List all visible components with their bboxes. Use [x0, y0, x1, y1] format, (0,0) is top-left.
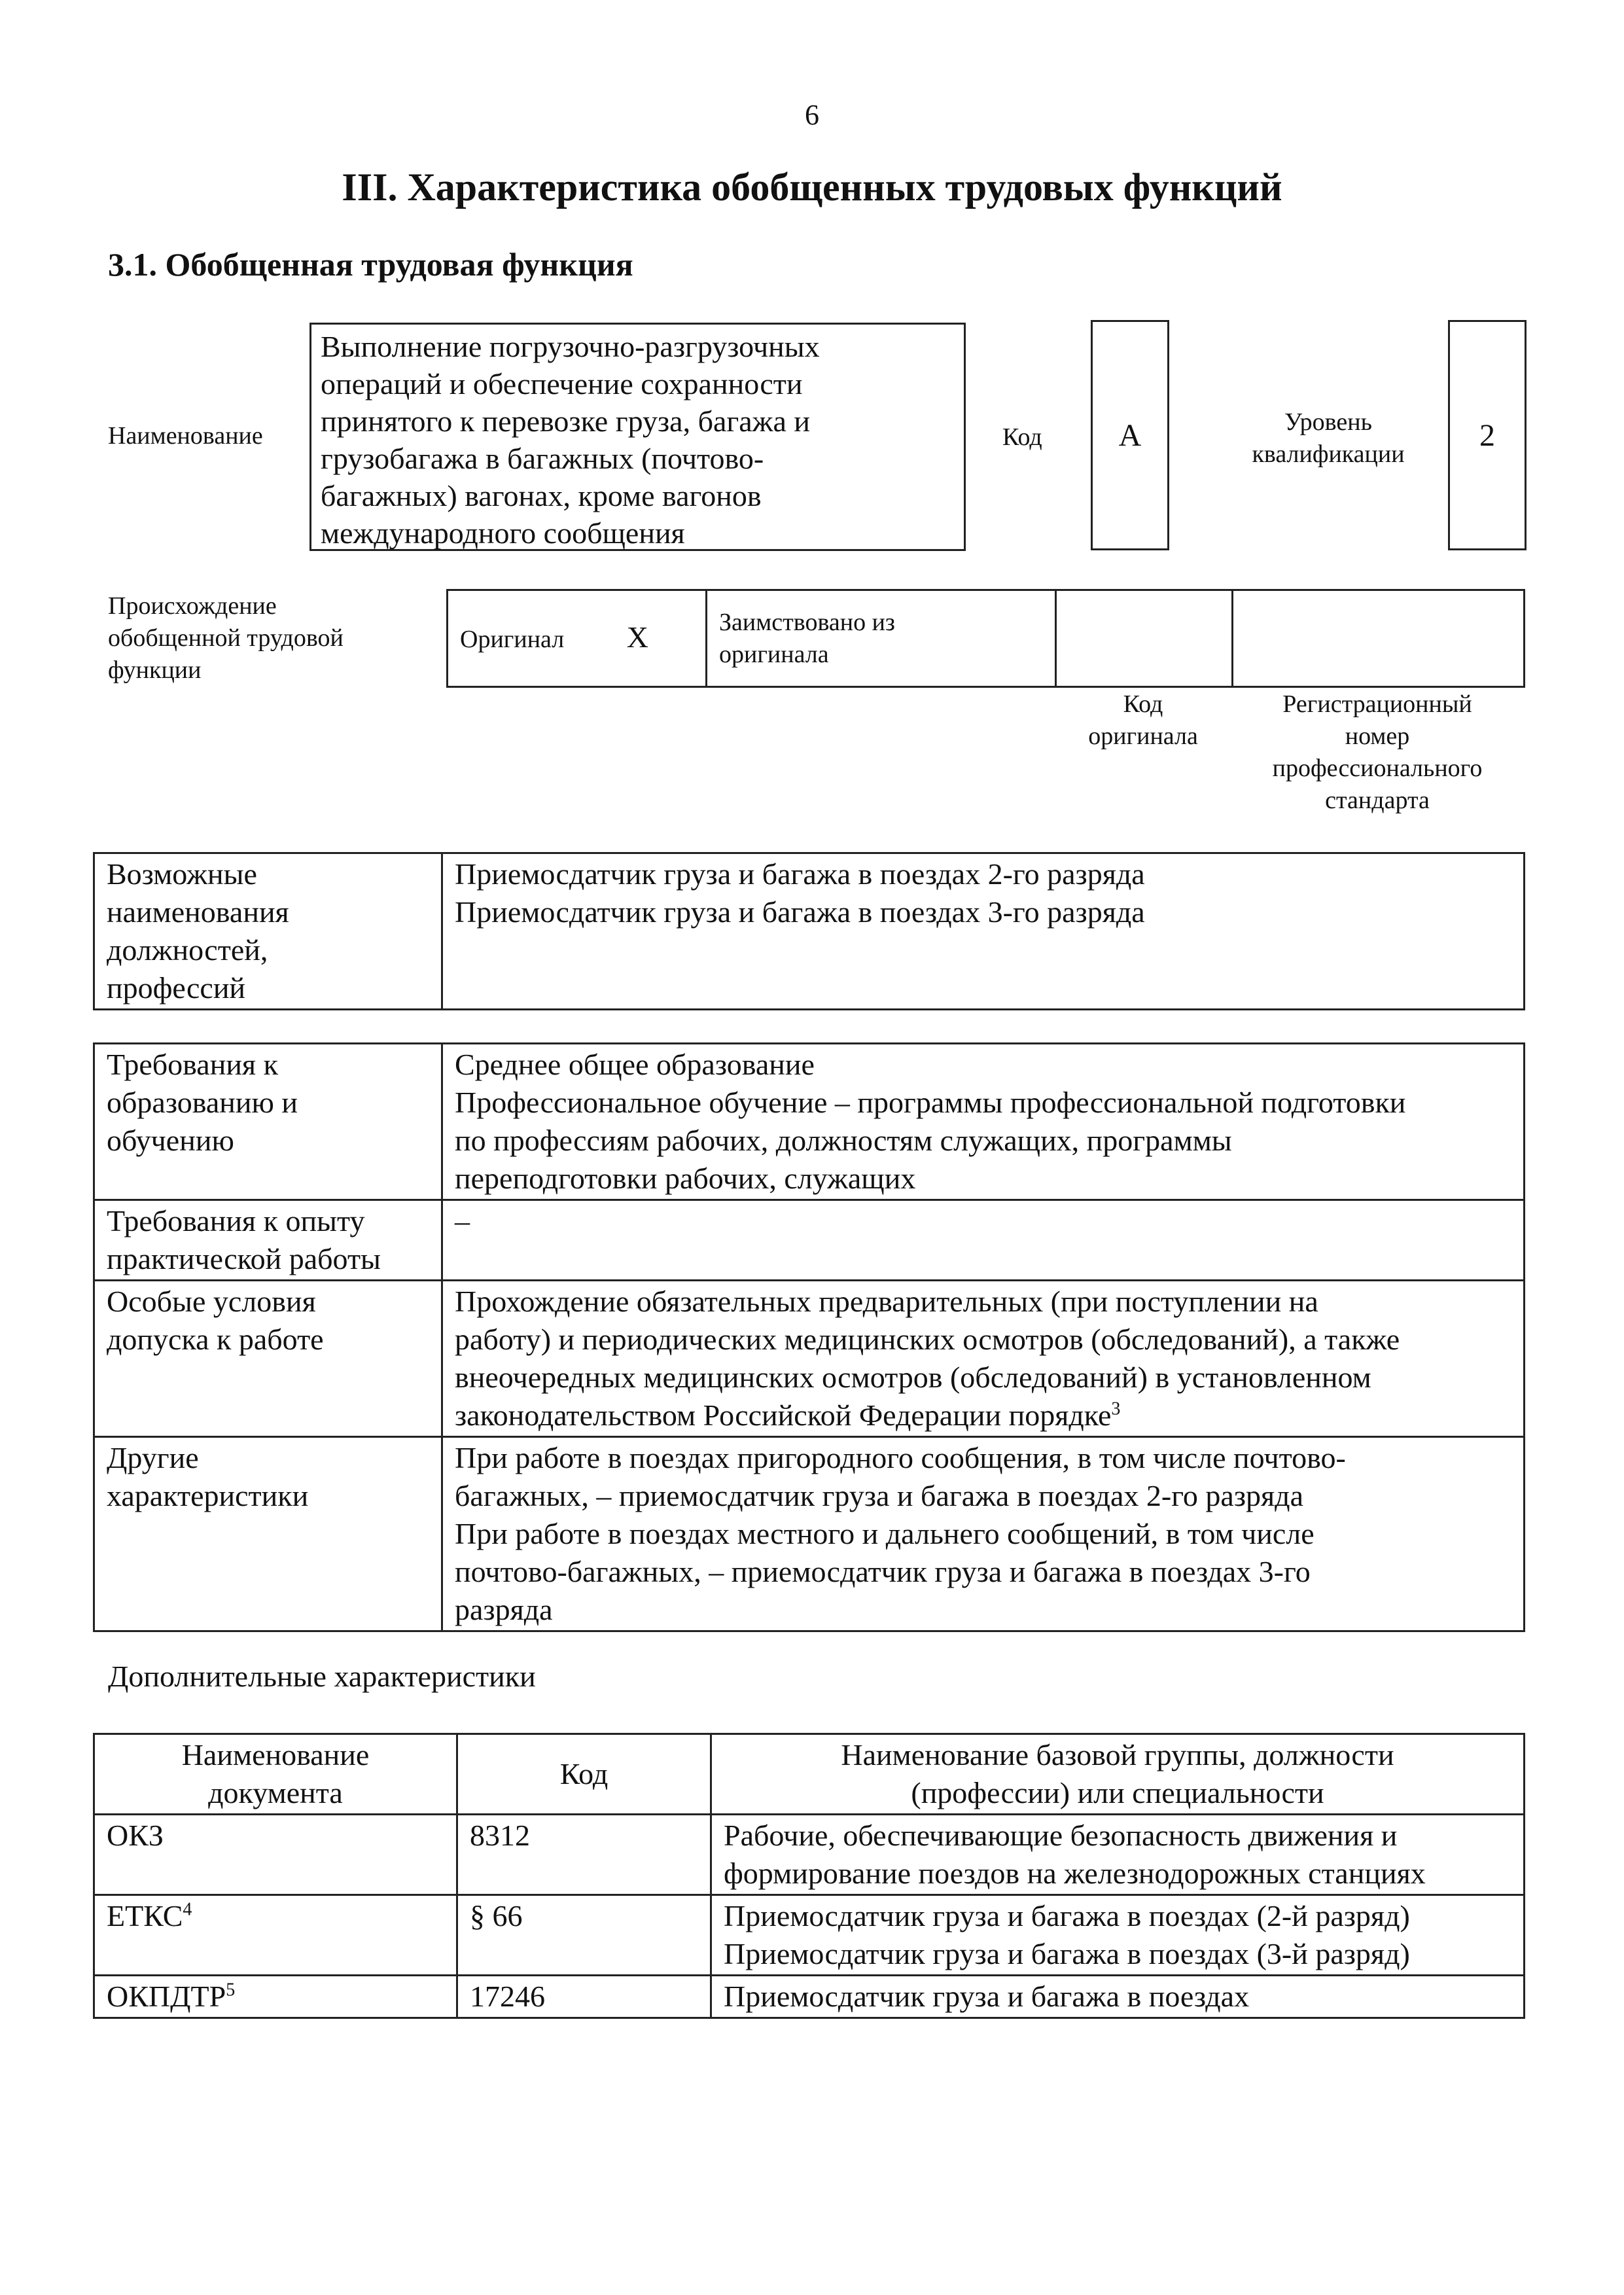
table-row: [94, 853, 1525, 1010]
registration-number-caption: [1231, 688, 1523, 817]
row-label-line: Требования к опыту: [107, 1204, 365, 1237]
origin-table: [446, 589, 1525, 688]
header-document: [94, 1734, 457, 1815]
table-row: [94, 1895, 1525, 1976]
original-mark: X: [626, 620, 648, 654]
row-value-line: переподготовки рабочих, служащих: [455, 1162, 916, 1195]
row-value-line: почтово-багажных, – приемосдатчик груза и багажа в поездах 3-го: [455, 1555, 1311, 1588]
qualification-level-value: 2: [1479, 418, 1495, 453]
other-characteristics-label-cell: [94, 1437, 442, 1631]
original-code-caption-line: Код: [1123, 690, 1163, 718]
row-value-line: Профессиональное обучение – программы профессиональной подготовки: [455, 1086, 1406, 1119]
positions-value-cell: [442, 853, 1525, 1010]
function-name-line: международного сообщения: [321, 516, 685, 550]
borrowed-cell: [707, 590, 1056, 687]
name-label: Наименование: [108, 422, 263, 450]
document-cell: [94, 1976, 457, 2018]
code-cell: 8312: [457, 1815, 711, 1895]
original-code-caption-line: оригинала: [1088, 722, 1198, 750]
group-line: Рабочие, обеспечивающие безопасность движения и: [724, 1819, 1398, 1852]
function-name-line: принятого к перевозке груза, багажа и: [321, 404, 810, 438]
row-value-line: внеочередных медицинских осмотров (обследований) в установленном: [455, 1361, 1371, 1394]
row-value-line: [455, 1397, 1511, 1434]
row-label-line: допуска к работе: [107, 1323, 324, 1356]
special-conditions-label-cell: [94, 1281, 442, 1437]
row-value-line: Прохождение обязательных предварительных (при поступлении на: [455, 1285, 1318, 1318]
footnote-mark: 3: [1111, 1398, 1121, 1419]
positions-label-line: наименования: [107, 895, 289, 929]
row-label-line: практической работы: [107, 1242, 381, 1275]
table-row: [94, 1200, 1525, 1281]
origin-label-line: обобщенной трудовой: [108, 624, 344, 652]
experience-value-cell: [442, 1200, 1525, 1281]
page-number: 6: [805, 99, 819, 131]
row-value-line: При работе в поездах пригородного сообщения, в том числе почтово-: [455, 1441, 1346, 1474]
position-line: Приемосдатчик груза и багажа в поездах 3-го разряда: [455, 895, 1145, 929]
registration-number-caption-line: стандарта: [1325, 787, 1430, 814]
code-cell: 17246: [457, 1976, 711, 2018]
additional-title: Дополнительные характеристики: [108, 1660, 536, 1693]
group-line: Приемосдатчик груза и багажа в поездах (3-й разряд): [724, 1937, 1410, 1970]
row-value-line: При работе в поездах местного и дальнего сообщений, в том числе: [455, 1517, 1315, 1550]
header-group: [711, 1734, 1525, 1815]
document-name: ОКПДТР: [107, 1980, 226, 2013]
registration-number-caption-line: профессионального: [1272, 755, 1483, 782]
borrowed-label-line: оригинала: [719, 640, 829, 668]
other-characteristics-value-cell: [442, 1437, 1525, 1631]
origin-label-line: функции: [108, 656, 202, 684]
positions-label-line: должностей,: [107, 933, 268, 967]
table-row: [94, 1976, 1525, 2018]
footnote-mark: 5: [226, 1980, 236, 2001]
group-line: Приемосдатчик груза и багажа в поездах (2-й разряд): [724, 1899, 1410, 1932]
special-conditions-value-cell: [442, 1281, 1525, 1437]
group-cell: [711, 1815, 1525, 1895]
registration-number-cell: [1233, 590, 1525, 687]
header-document-line: Наименование: [181, 1738, 370, 1771]
qualification-level-box: [1448, 320, 1527, 550]
row-value-text: законодательством Российской Федерации порядке: [455, 1398, 1112, 1432]
table-row: [94, 1437, 1525, 1631]
table-row: [94, 1044, 1525, 1200]
row-value-line: разряда: [455, 1593, 553, 1626]
positions-label-line: Возможные: [107, 857, 257, 891]
table-header-row: [94, 1734, 1525, 1815]
group-cell: [711, 1895, 1525, 1976]
code-value: А: [1118, 418, 1142, 453]
section-title: III. Характеристика обобщенных трудовых функций: [342, 166, 1282, 209]
registration-number-caption-line: Регистрационный: [1282, 690, 1472, 718]
registration-number-caption-line: номер: [1345, 722, 1410, 750]
row-value-line: –: [455, 1204, 470, 1237]
header-group-line: (профессии) или специальности: [911, 1776, 1324, 1809]
original-cell: [448, 590, 707, 687]
group-line: формирование поездов на железнодорожных станциях: [724, 1857, 1426, 1890]
header-code: Код: [457, 1734, 711, 1815]
origin-label: [108, 590, 344, 686]
row-label-line: Другие: [107, 1441, 199, 1474]
group-cell: [711, 1976, 1525, 2018]
positions-label-line: профессий: [107, 971, 246, 1005]
header-group-line: Наименование базовой группы, должности: [841, 1738, 1394, 1771]
document-cell: [94, 1815, 457, 1895]
document-name: ЕТКС: [107, 1899, 183, 1932]
row-label-line: характеристики: [107, 1479, 309, 1512]
subsection-title: 3.1. Обобщенная трудовая функция: [108, 246, 633, 283]
code-label: Код: [1002, 423, 1042, 451]
row-value-line: по профессиям рабочих, должностям служащих, программы: [455, 1124, 1232, 1157]
table-row: [94, 1815, 1525, 1895]
document-cell: [94, 1895, 457, 1976]
function-name-line: Выполнение погрузочно-разгрузочных: [321, 330, 820, 363]
row-value-line: работу) и периодических медицинских осмотров (обследований), а также: [455, 1323, 1400, 1356]
original-code-caption: [1055, 688, 1231, 753]
education-value-cell: [442, 1044, 1525, 1200]
code-cell: § 66: [457, 1895, 711, 1976]
original-label: Оригинал: [460, 626, 565, 653]
row-value-line: Среднее общее образование: [455, 1048, 815, 1081]
row-label-line: обучению: [107, 1124, 234, 1157]
code-value-box: [1091, 320, 1169, 550]
header-document-line: документа: [208, 1776, 343, 1809]
qualification-level-label-line: квалификации: [1252, 440, 1405, 468]
experience-label-cell: [94, 1200, 442, 1281]
origin-label-line: Происхождение: [108, 592, 277, 620]
function-name-line: операций и обеспечение сохранности: [321, 367, 803, 400]
function-name-box: [309, 323, 966, 551]
original-code-cell: [1056, 590, 1233, 687]
position-line: Приемосдатчик груза и багажа в поездах 2-го разряда: [455, 857, 1145, 891]
document-name: ОКЗ: [107, 1819, 164, 1852]
additional-table: [93, 1733, 1525, 2019]
education-label-cell: [94, 1044, 442, 1200]
group-line: Приемосдатчик груза и багажа в поездах: [724, 1980, 1250, 2013]
footnote-mark: 4: [183, 1899, 192, 1920]
table-row: [94, 1281, 1525, 1437]
row-label-line: Требования к: [107, 1048, 278, 1081]
row-label-line: образованию и: [107, 1086, 298, 1119]
requirements-table: [93, 1042, 1525, 1632]
positions-label-cell: [94, 853, 442, 1010]
qualification-level-label: [1243, 406, 1413, 471]
positions-table: [93, 852, 1525, 1010]
qualification-level-label-line: Уровень: [1284, 408, 1372, 436]
row-label-line: Особые условия: [107, 1285, 316, 1318]
borrowed-label-line: Заимствовано из: [719, 608, 895, 636]
row-value-line: багажных, – приемосдатчик груза и багажа в поездах 2-го разряда: [455, 1479, 1303, 1512]
function-name-line: багажных) вагонах, кроме вагонов: [321, 479, 762, 512]
function-name-line: грузобагажа в багажных (почтово-: [321, 442, 764, 475]
